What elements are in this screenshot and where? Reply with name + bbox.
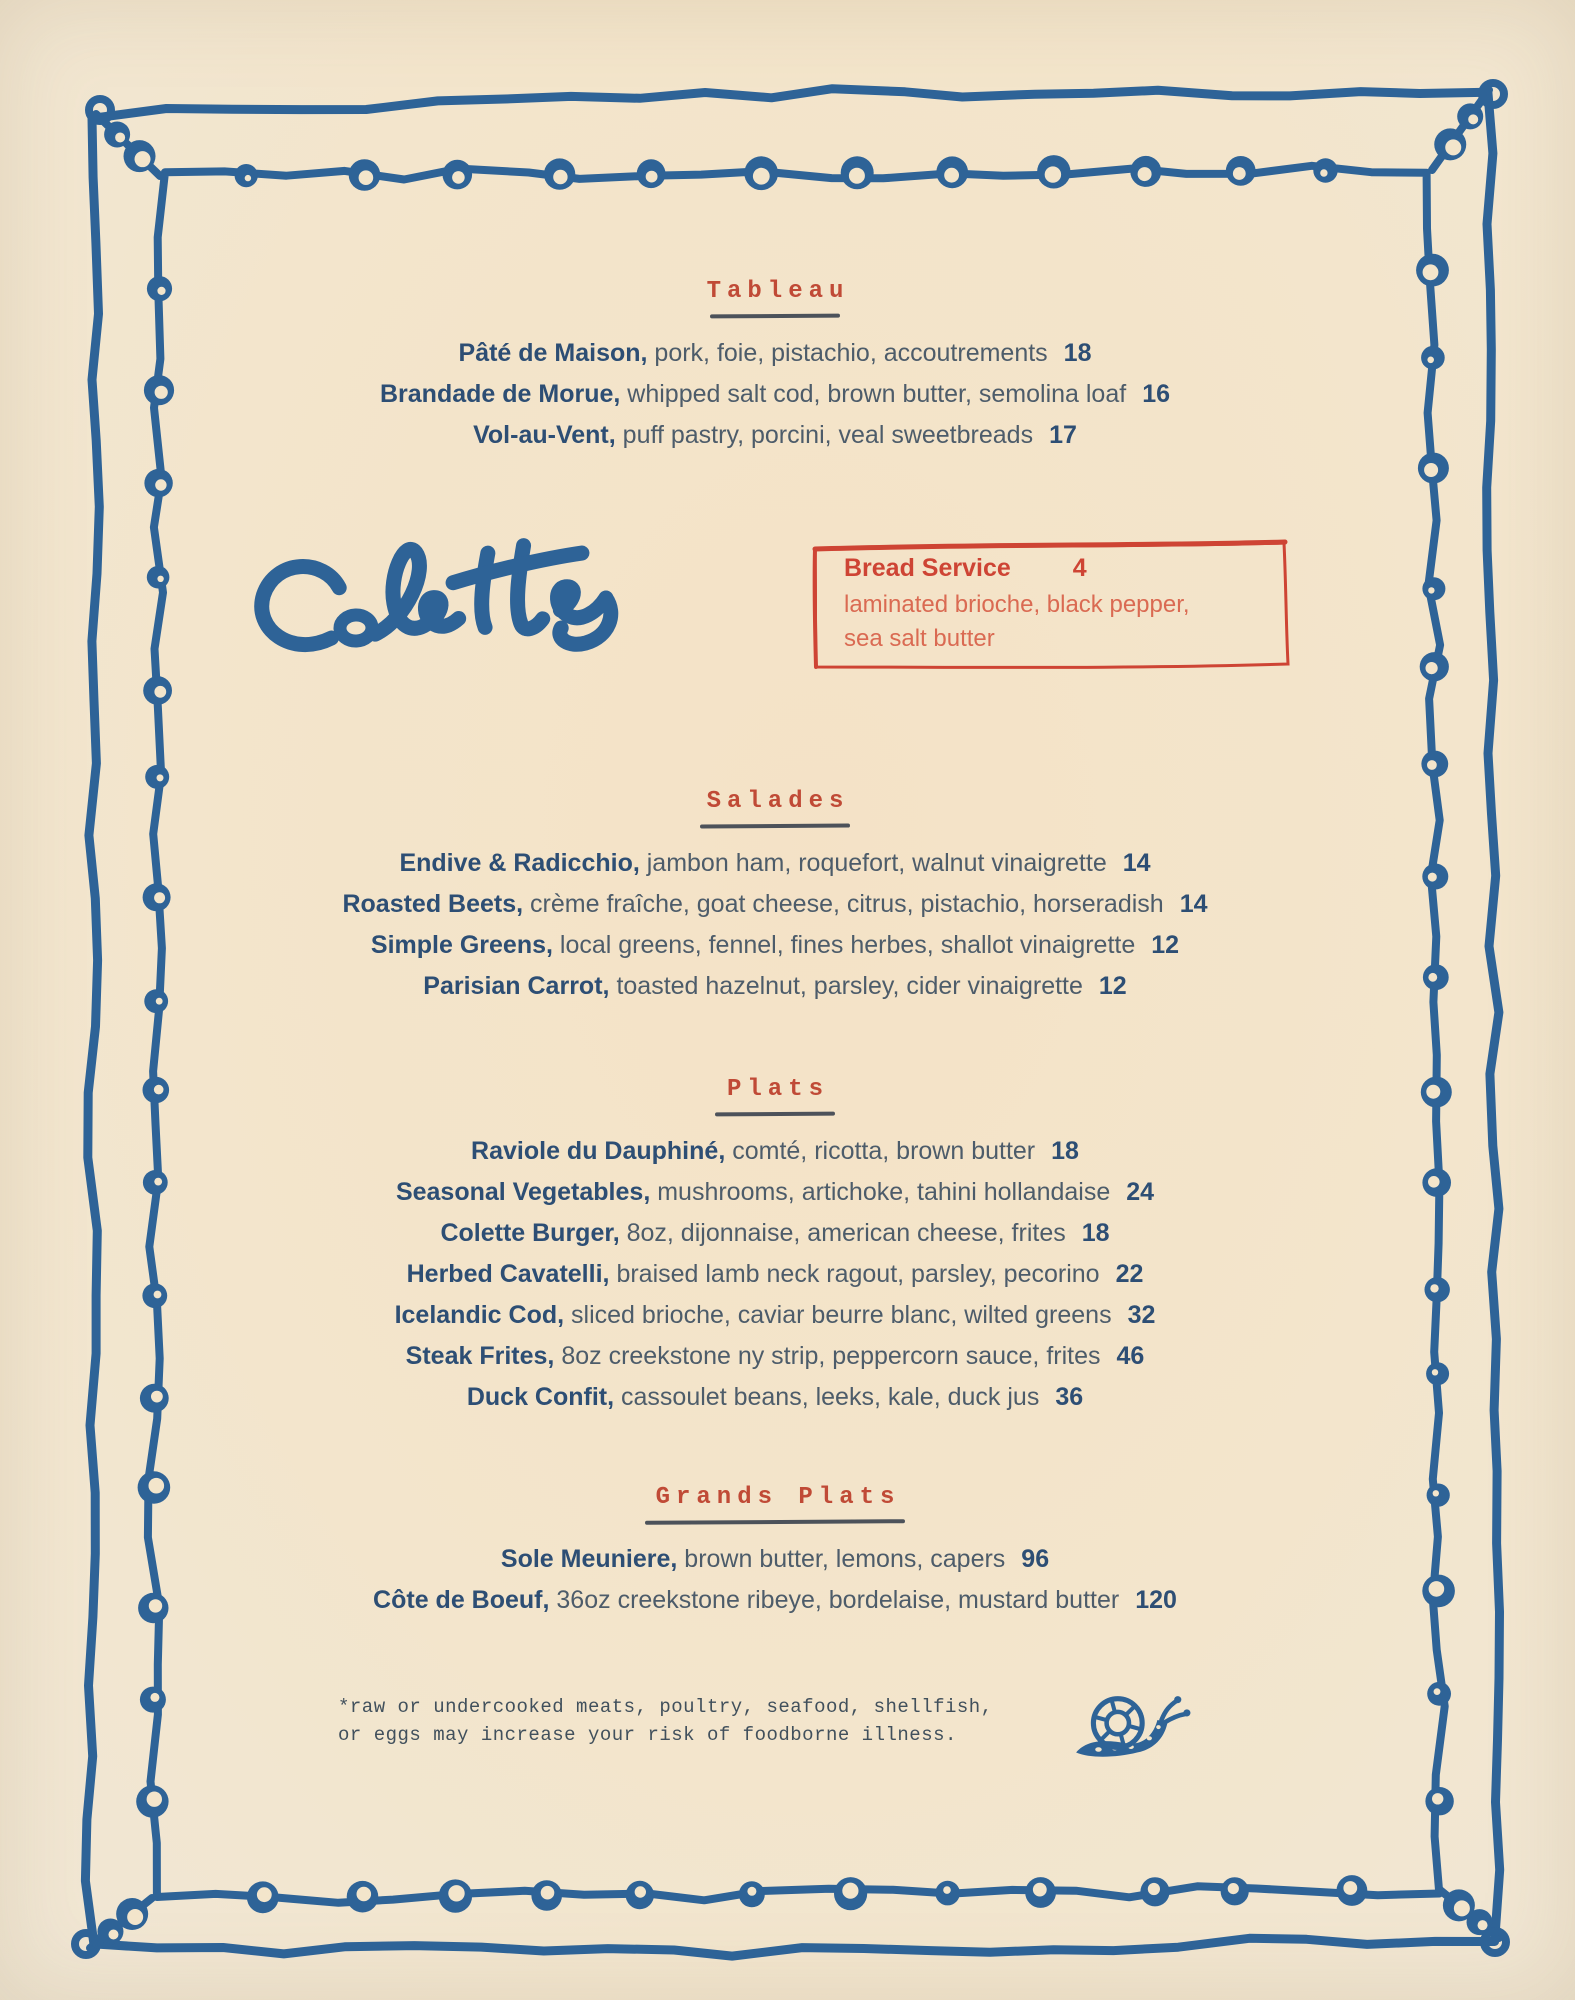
item-price: 18 (1081, 1218, 1110, 1247)
menu-item (0, 1131, 1575, 1172)
section-salades (0, 788, 1575, 1007)
item-description: , puff pastry, porcini, veal sweetbreads (609, 421, 1033, 449)
item-price: 12 (1098, 971, 1127, 1000)
menu-item (0, 966, 1575, 1007)
item-description: , comté, ricotta, brown butter (718, 1137, 1035, 1165)
item-price: 14 (1179, 889, 1208, 918)
item-description: , pork, foie, pistachio, accoutrements (641, 339, 1048, 367)
bread-service-desc: laminated brioche, black pepper, (844, 591, 1190, 618)
menu-item (0, 415, 1575, 456)
section-underline (645, 1519, 905, 1524)
menu-item (0, 843, 1575, 884)
item-description: , jambon ham, roquefort, walnut vinaigrette (633, 849, 1107, 877)
item-description: , cassoulet beans, leeks, kale, duck jus (607, 1383, 1039, 1411)
item-price: 17 (1049, 420, 1077, 449)
footer-disclaimer (338, 1694, 993, 1749)
section-underline (710, 314, 840, 318)
item-price: 18 (1063, 338, 1092, 367)
section-grands-plats (0, 1484, 1575, 1621)
item-name: Côte de Boeuf (373, 1585, 543, 1614)
section-tableau (0, 278, 1575, 456)
menu-item (0, 1254, 1575, 1295)
menu-item (0, 884, 1575, 925)
item-description: , brown butter, lemons, capers (670, 1545, 1005, 1573)
item-price: 46 (1116, 1341, 1145, 1370)
item-price: 16 (1142, 379, 1170, 408)
item-name: Herbed Cavatelli (406, 1259, 603, 1288)
menu-item (0, 1295, 1575, 1336)
item-name: Pâté de Maison (458, 338, 641, 367)
item-price: 32 (1127, 1300, 1156, 1329)
bread-service-desc: sea salt butter (844, 625, 995, 652)
menu-item (0, 925, 1575, 966)
item-name: Simple Greens (370, 930, 546, 959)
colette-logo (237, 518, 703, 688)
item-description: , 8oz creekstone ny strip, peppercorn sauce, frites (547, 1342, 1100, 1370)
item-price: 18 (1051, 1136, 1079, 1165)
item-price: 96 (1021, 1544, 1050, 1573)
menu-item (0, 1213, 1575, 1254)
disclaimer-line: *raw or undercooked meats, poultry, seafood, shellfish, (338, 1696, 993, 1718)
bread-service-title: Bread Service (844, 554, 1011, 582)
menu-item (0, 333, 1575, 374)
section-title: Grands Plats (655, 1484, 901, 1511)
section-title: Salades (706, 788, 850, 815)
item-description: , crème fraîche, goat cheese, citrus, pistachio, horseradish (516, 890, 1164, 918)
menu-item (0, 1377, 1575, 1418)
item-description: , 8oz, dijonnaise, american cheese, frites (613, 1219, 1066, 1247)
item-description: , local greens, fennel, fines herbes, shallot vinaigrette (546, 931, 1135, 959)
bread-service-box (806, 536, 1293, 672)
item-name: Vol-au-Vent (473, 420, 609, 449)
menu-item (0, 1539, 1575, 1580)
section-underline (715, 1112, 835, 1116)
disclaimer-line: or eggs may increase your risk of foodborne illness. (338, 1723, 957, 1746)
item-name: Seasonal Vegetables (395, 1177, 644, 1206)
section-underline (700, 824, 850, 828)
bread-service-price: 4 (1072, 554, 1087, 582)
item-name: Raviole du Dauphiné (471, 1136, 719, 1165)
section-plats (0, 1076, 1575, 1418)
item-name: Steak Frites (405, 1341, 548, 1370)
item-description: , 36oz creekstone ribeye, bordelaise, mustard butter (543, 1586, 1120, 1614)
snail-icon (1070, 1678, 1192, 1762)
item-name: Icelandic Cod (394, 1300, 558, 1329)
item-description: , sliced brioche, caviar beurre blanc, wilted greens (557, 1301, 1111, 1329)
section-title: Tableau (706, 278, 850, 305)
item-name: Parisian Carrot (423, 971, 603, 1000)
item-name: Brandade de Morue (380, 379, 614, 408)
item-price: 36 (1055, 1382, 1084, 1411)
item-name: Colette Burger (440, 1218, 613, 1247)
item-price: 22 (1115, 1259, 1144, 1288)
item-description: , mushrooms, artichoke, tahini hollandaise (643, 1178, 1110, 1206)
section-title: Plats (726, 1076, 829, 1103)
item-name: Roasted Beets (342, 889, 517, 918)
item-name: Endive & Radicchio (399, 848, 633, 877)
menu-item (0, 1172, 1575, 1213)
item-description: , whipped salt cod, brown butter, semolina loaf (613, 380, 1126, 408)
menu-item (0, 1580, 1575, 1621)
item-name: Duck Confit (466, 1382, 608, 1411)
item-price: 14 (1122, 848, 1151, 877)
menu-item (0, 1336, 1575, 1377)
item-description: , braised lamb neck ragout, parsley, pecorino (603, 1260, 1100, 1288)
item-price: 120 (1135, 1585, 1177, 1614)
menu-item (0, 374, 1575, 415)
item-name: Sole Meuniere (500, 1544, 671, 1573)
item-price: 12 (1151, 930, 1180, 959)
item-price: 24 (1126, 1177, 1155, 1206)
item-description: , toasted hazelnut, parsley, cider vinaigrette (603, 972, 1083, 1000)
